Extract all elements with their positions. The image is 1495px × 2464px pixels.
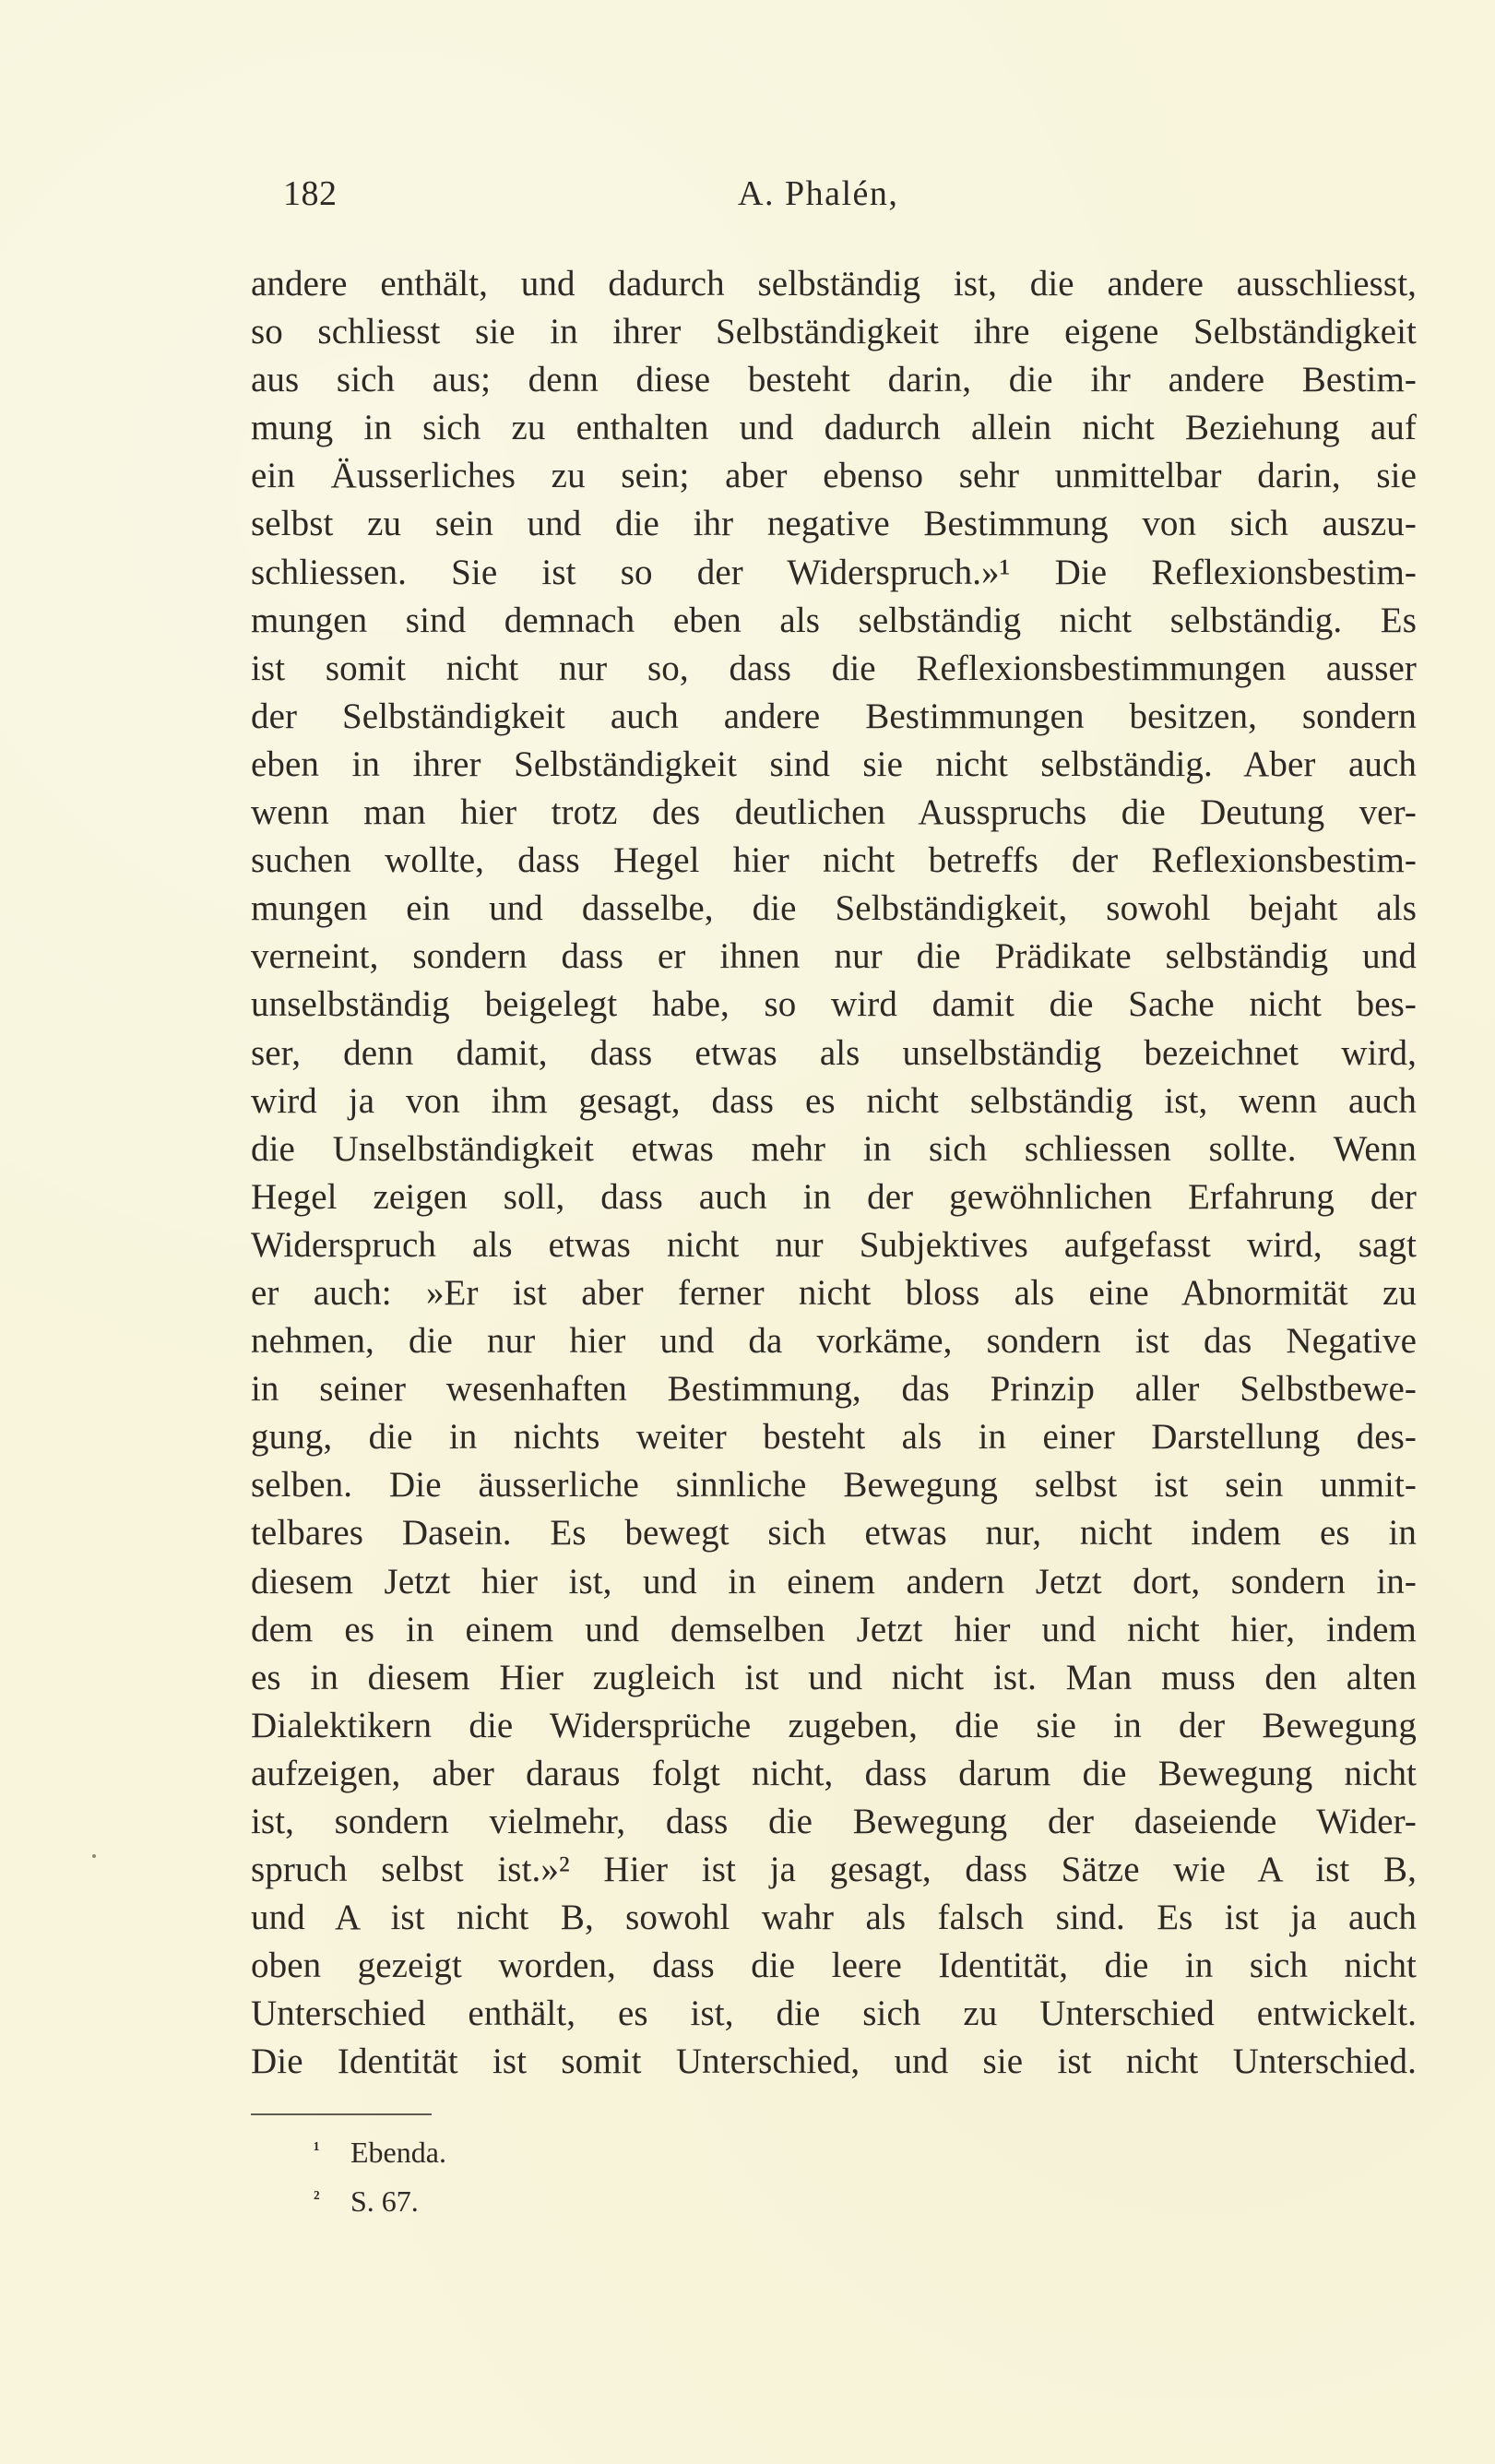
text-line-15: verneint, sondern dass er ihnen nur die Prädikate selbständig und bbox=[251, 936, 1417, 977]
text-line-17: ser, denn damit, dass etwas als unselbständig bezeichnet wird, bbox=[251, 1032, 1417, 1073]
text-line-31: Dialektikern die Widersprüche zugeben, die sie in der Bewegung bbox=[251, 1705, 1417, 1745]
footnote-marker-1: ¹ bbox=[314, 2137, 320, 2160]
text-line-6: selbst zu sein und die ihr negative Bestimmung von sich auszu- bbox=[251, 504, 1417, 544]
page-number: 182 bbox=[283, 174, 338, 213]
footnote-text-2: S. 67. bbox=[350, 2184, 419, 2218]
text-line-28: diesem Jetzt hier ist, und in einem andern Jetzt dort, sondern in- bbox=[251, 1561, 1417, 1601]
text-line-12: wenn man hier trotz des deutlichen Ausspruchs die Deutung ver- bbox=[251, 792, 1417, 833]
footnote-text-1: Ebenda. bbox=[350, 2136, 446, 2169]
text-line-38: Die Identität ist somit Unterschied, und sie ist nicht Unterschied. bbox=[251, 2041, 1417, 2082]
text-line-30: es in diesem Hier zugleich ist und nicht ist. Man muss den alten bbox=[251, 1657, 1417, 1697]
text-line-8: mungen sind demnach eben als selbständig nicht selbständig. Es bbox=[251, 600, 1417, 640]
footnote-1 bbox=[314, 2126, 446, 2175]
footnote-2 bbox=[314, 2175, 446, 2224]
main-text-block bbox=[251, 260, 1417, 2087]
footnote-separator bbox=[251, 2113, 432, 2115]
text-line-37: Unterschied enthält, es ist, die sich zu Unterschied entwickelt. bbox=[251, 1994, 1417, 2034]
page-header bbox=[251, 171, 1216, 217]
text-line-27: telbares Dasein. Es bewegt sich etwas nur, nicht indem es in bbox=[251, 1513, 1417, 1553]
text-line-24: in seiner wesenhaften Bestimmung, das Prinzip aller Selbstbewe- bbox=[251, 1369, 1417, 1410]
text-line-22: er auch: »Er ist aber ferner nicht bloss als eine Abnormität zu bbox=[251, 1272, 1417, 1313]
text-line-18: wird ja von ihm gesagt, dass es nicht selbständig ist, wenn auch bbox=[251, 1080, 1417, 1121]
text-line-5: ein Äusserliches zu sein; aber ebenso sehr unmittelbar darin, sie bbox=[251, 456, 1417, 496]
footnotes bbox=[314, 2126, 446, 2224]
text-line-19: die Unselbständigkeit etwas mehr in sich schliessen sollte. Wenn bbox=[251, 1128, 1417, 1169]
text-line-2: so schliesst sie in ihrer Selbständigkeit ihre eigene Selbständigkeit bbox=[251, 312, 1417, 352]
text-line-33: ist, sondern vielmehr, dass die Bewegung der daseiende Wider- bbox=[251, 1802, 1417, 1841]
text-line-26: selben. Die äusserliche sinnliche Bewegung selbst ist sein unmit- bbox=[251, 1465, 1417, 1506]
text-line-23: nehmen, die nur hier und da vorkäme, sondern ist das Negative bbox=[251, 1321, 1417, 1362]
text-line-21: Widerspruch als etwas nicht nur Subjektives aufgefasst wird, sagt bbox=[251, 1224, 1417, 1265]
text-line-34: spruch selbst ist.»² Hier ist ja gesagt, dass Sätze wie A ist B, bbox=[251, 1850, 1417, 1890]
text-line-4: mung in sich zu enthalten und dadurch allein nicht Beziehung auf bbox=[251, 408, 1417, 448]
text-line-13: suchen wollte, dass Hegel hier nicht betreffs der Reflexionsbestim- bbox=[251, 840, 1417, 881]
text-line-10: der Selbständigkeit auch andere Bestimmungen besitzen, sondern bbox=[251, 696, 1417, 736]
text-line-16: unselbständig beigelegt habe, so wird damit die Sache nicht bes- bbox=[251, 984, 1417, 1025]
footnote-marker-2: ² bbox=[314, 2186, 320, 2209]
text-line-35: und A ist nicht B, sowohl wahr als falsch sind. Es ist ja auch bbox=[251, 1898, 1417, 1938]
text-line-11: eben in ihrer Selbständigkeit sind sie nicht selbständig. Aber auch bbox=[251, 744, 1417, 784]
text-line-9: ist somit nicht nur so, dass die Reflexionsbestimmungen ausser bbox=[251, 648, 1417, 688]
text-line-1: andere enthält, und dadurch selbständig ist, die andere ausschliesst, bbox=[251, 264, 1417, 304]
text-line-32: aufzeigen, aber daraus folgt nicht, dass darum die Bewegung nicht bbox=[251, 1753, 1417, 1793]
text-line-36: oben gezeigt worden, dass die leere Identität, die in sich nicht bbox=[251, 1946, 1417, 1986]
running-head: A. Phalén, bbox=[738, 174, 899, 213]
text-line-14: mungen ein und dasselbe, die Selbständigkeit, sowohl bejaht als bbox=[251, 888, 1417, 929]
text-line-20: Hegel zeigen soll, dass auch in der gewöhnlichen Erfahrung der bbox=[251, 1176, 1417, 1217]
text-line-25: gung, die in nichts weiter besteht als in einer Darstellung des- bbox=[251, 1417, 1417, 1458]
text-line-7: schliessen. Sie ist so der Widerspruch.»¹ Die Reflexionsbestim- bbox=[251, 552, 1417, 592]
text-line-3: aus sich aus; denn diese besteht darin, die ihr andere Bestim- bbox=[251, 360, 1417, 400]
text-line-29: dem es in einem und demselben Jetzt hier und nicht hier, indem bbox=[251, 1609, 1417, 1649]
paper-speck bbox=[92, 1854, 96, 1858]
